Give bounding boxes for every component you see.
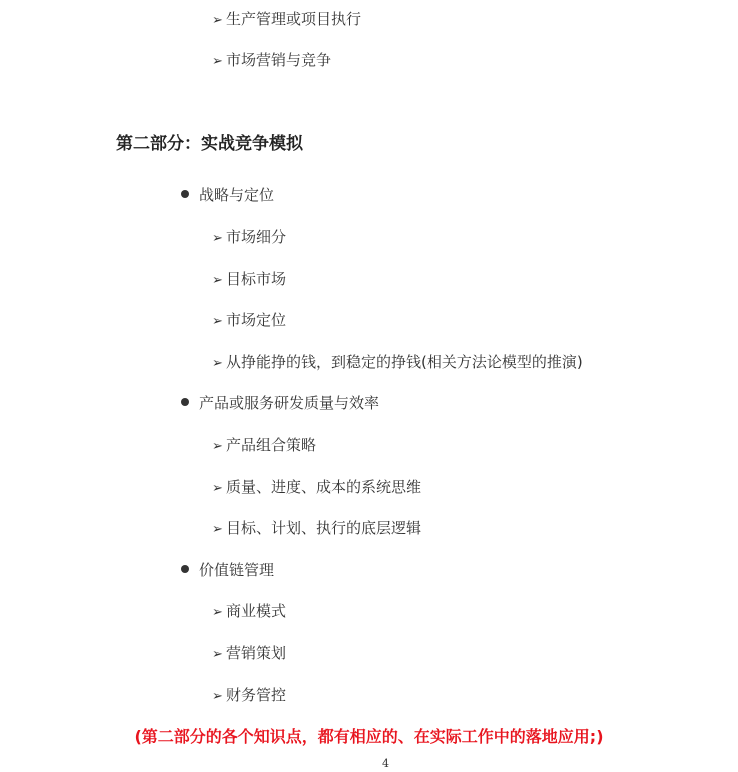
list-item-text: 产品组合策略 [226, 436, 317, 454]
highlight-note: (第二部分的各个知识点，都有相应的、在实际工作中的落地应用;) [134, 727, 604, 746]
arrow-bullet-icon: ➢ [212, 439, 223, 454]
list-item-text: 市场细分 [226, 228, 287, 246]
list-item [212, 50, 331, 72]
arrow-bullet-icon: ➢ [212, 231, 223, 246]
list-item-text: 商业模式 [226, 602, 287, 620]
list-item [212, 435, 316, 457]
arrow-bullet-icon: ➢ [212, 356, 223, 371]
list-item-text: 营销策划 [226, 644, 287, 662]
bullet-item-label: 产品或服务研发质量与效率 [199, 394, 380, 412]
arrow-bullet-icon: ➢ [212, 647, 223, 662]
list-item-text: 目标市场 [226, 270, 287, 288]
bullet-item [181, 560, 274, 580]
section-heading: 第二部分：实战竞争模拟 [116, 134, 303, 154]
list-item [212, 352, 583, 374]
list-item [212, 518, 421, 540]
bullet-item-label: 价值链管理 [199, 561, 275, 579]
bullet-dot-icon [181, 565, 189, 573]
bullet-item [181, 185, 274, 205]
list-item [212, 477, 421, 499]
list-item [212, 601, 286, 623]
list-item-text: 市场营销与竞争 [226, 51, 332, 69]
list-item [212, 9, 361, 31]
arrow-bullet-icon: ➢ [212, 314, 223, 329]
page-number: 4 [382, 757, 389, 770]
bullet-item [181, 393, 379, 413]
list-item-text: 从挣能挣的钱，到稳定的挣钱(相关方法论模型的推演) [226, 353, 583, 371]
arrow-bullet-icon: ➢ [212, 13, 223, 28]
list-item [212, 227, 286, 249]
arrow-bullet-icon: ➢ [212, 273, 223, 288]
list-item-text: 生产管理或项目执行 [226, 10, 362, 28]
arrow-bullet-icon: ➢ [212, 605, 223, 620]
bullet-dot-icon [181, 398, 189, 406]
list-item [212, 685, 286, 707]
bullet-item-label: 战略与定位 [199, 186, 275, 204]
list-item-text: 市场定位 [226, 311, 287, 329]
list-item [212, 310, 286, 332]
arrow-bullet-icon: ➢ [212, 522, 223, 537]
arrow-bullet-icon: ➢ [212, 481, 223, 496]
arrow-bullet-icon: ➢ [212, 54, 223, 69]
bullet-dot-icon [181, 190, 189, 198]
list-item-text: 财务管控 [226, 686, 287, 704]
arrow-bullet-icon: ➢ [212, 689, 223, 704]
list-item [212, 269, 286, 291]
list-item-text: 目标、计划、执行的底层逻辑 [226, 519, 422, 537]
list-item [212, 643, 286, 665]
list-item-text: 质量、进度、成本的系统思维 [226, 478, 422, 496]
